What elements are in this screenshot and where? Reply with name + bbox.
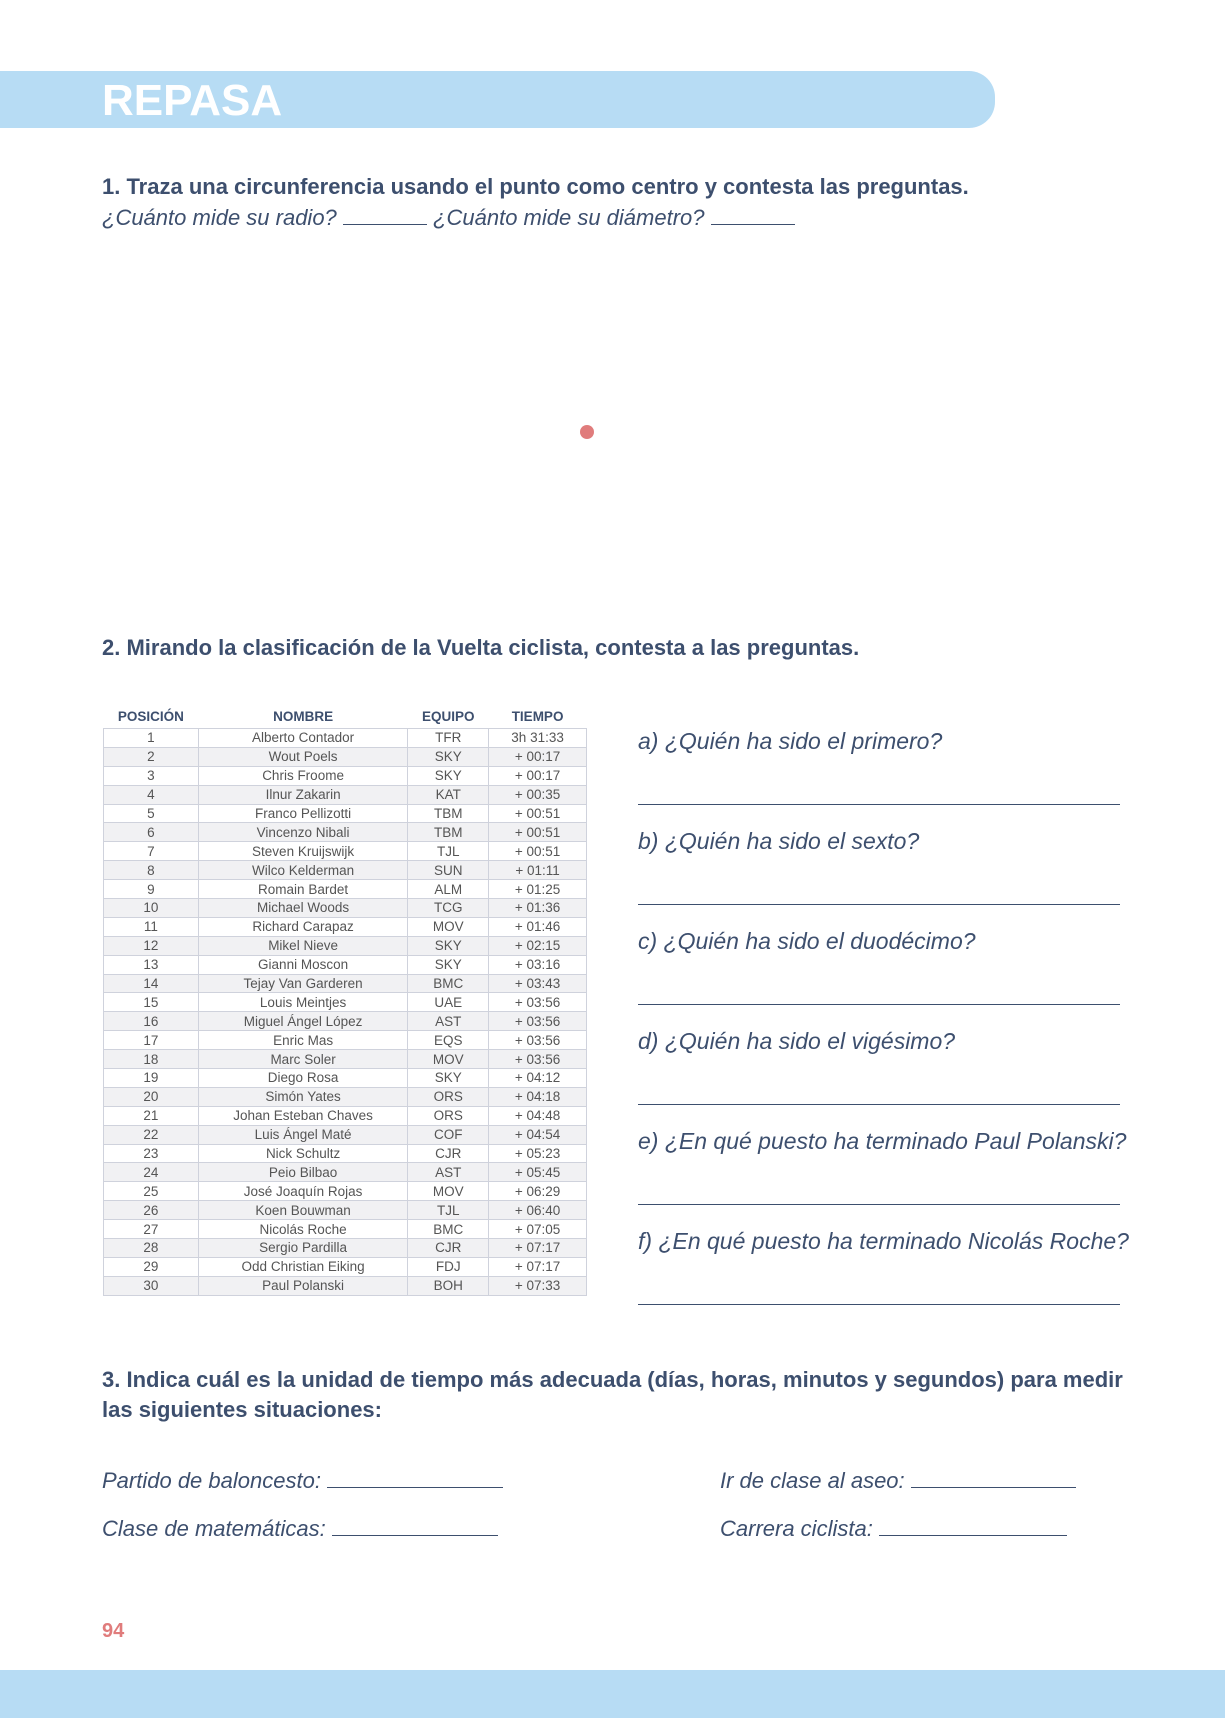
table-row [104,1257,587,1276]
diameter-question: ¿Cuánto mide su diámetro? [433,205,705,230]
cell-time: + 03:56 [489,1050,587,1069]
answer-blank[interactable] [911,1469,1076,1488]
cell-position: 9 [104,880,199,899]
item-basketball [102,1468,503,1494]
cell-team: FDJ [408,1257,489,1276]
table-row [104,766,587,785]
cell-position: 7 [104,842,199,861]
answer-line[interactable] [638,1204,1120,1205]
cell-name: Marc Soler [198,1050,407,1069]
question-f: f) ¿En qué puesto ha terminado Nicolás Roche? [638,1228,1129,1254]
cell-name: Simón Yates [198,1087,407,1106]
exercise3-title-line2: las siguientes situaciones: [102,1397,382,1422]
cell-time: + 01:25 [489,880,587,899]
cell-name: Nicolás Roche [198,1220,407,1239]
cell-team: ALM [408,880,489,899]
cell-time: + 07:05 [489,1220,587,1239]
cell-team: CJR [408,1144,489,1163]
cell-time: + 00:17 [489,766,587,785]
cell-time: + 07:17 [489,1239,587,1258]
cell-team: TBM [408,804,489,823]
cell-time: + 00:51 [489,804,587,823]
answer-line[interactable] [638,1104,1120,1105]
cell-name: José Joaquín Rojas [198,1182,407,1201]
cell-time: + 06:29 [489,1182,587,1201]
cell-team: MOV [408,917,489,936]
footer-banner [0,1670,1225,1718]
diameter-answer-blank[interactable] [711,206,795,225]
cell-position: 14 [104,974,199,993]
cell-time: + 03:56 [489,993,587,1012]
cell-position: 13 [104,955,199,974]
question-b: b) ¿Quién ha sido el sexto? [638,828,920,854]
cell-time: + 04:18 [489,1087,587,1106]
cell-name: Luis Ángel Maté [198,1125,407,1144]
item-label: Carrera ciclista: [720,1516,873,1541]
item-cycling-race [720,1516,1067,1542]
radius-answer-blank[interactable] [343,206,427,225]
cell-position: 20 [104,1087,199,1106]
classification-table [103,704,587,1296]
cell-position: 4 [104,785,199,804]
cell-position: 8 [104,861,199,880]
cell-position: 26 [104,1201,199,1220]
cell-name: Alberto Contador [198,729,407,748]
table-row [104,842,587,861]
cell-team: COF [408,1125,489,1144]
table-row [104,899,587,918]
cell-name: Gianni Moscon [198,955,407,974]
cell-time: + 07:33 [489,1276,587,1295]
cell-team: SKY [408,747,489,766]
table-row [104,1182,587,1201]
cell-time: + 04:12 [489,1069,587,1088]
cell-time: + 01:11 [489,861,587,880]
cell-name: Koen Bouwman [198,1201,407,1220]
exercise1-title: 1. Traza una circunferencia usando el punto como centro y contesta las preguntas. [102,174,969,199]
cell-time: + 05:45 [489,1163,587,1182]
table-row [104,785,587,804]
cell-team: TJL [408,1201,489,1220]
cell-position: 28 [104,1239,199,1258]
cell-time: + 00:51 [489,842,587,861]
cell-team: MOV [408,1050,489,1069]
cell-time: + 04:48 [489,1106,587,1125]
cell-name: Miguel Ángel López [198,1012,407,1031]
cell-name: Wilco Kelderman [198,861,407,880]
cell-team: KAT [408,785,489,804]
cell-time: + 00:17 [489,747,587,766]
cell-time: 3h 31:33 [489,729,587,748]
table-row [104,823,587,842]
cell-position: 6 [104,823,199,842]
cell-team: TJL [408,842,489,861]
cell-name: Odd Christian Eiking [198,1257,407,1276]
table-row [104,1125,587,1144]
cell-time: + 00:35 [489,785,587,804]
table-row [104,955,587,974]
cell-team: BMC [408,974,489,993]
exercise3-title-line1: 3. Indica cuál es la unidad de tiempo más adecuada (días, horas, minutos y segundos) para medir [102,1367,1123,1392]
cell-time: + 03:56 [489,1012,587,1031]
table-row [104,1050,587,1069]
exercise2-title: 2. Mirando la clasificación de la Vuelta ciclista, contesta a las preguntas. [102,635,860,660]
answer-blank[interactable] [332,1517,498,1536]
cell-name: Steven Kruijswijk [198,842,407,861]
center-point [580,425,594,439]
table-row [104,1144,587,1163]
cell-name: Tejay Van Garderen [198,974,407,993]
cell-time: + 05:23 [489,1144,587,1163]
cell-team: TFR [408,729,489,748]
cell-team: AST [408,1163,489,1182]
cell-team: BOH [408,1276,489,1295]
table-row [104,993,587,1012]
cell-name: Johan Esteban Chaves [198,1106,407,1125]
cell-time: + 06:40 [489,1201,587,1220]
header-team: EQUIPO [421,708,475,724]
cell-name: Diego Rosa [198,1069,407,1088]
page-number: 94 [102,1620,125,1642]
cell-name: Romain Bardet [198,880,407,899]
question-e: e) ¿En qué puesto ha terminado Paul Polanski? [638,1128,1127,1154]
question-d: d) ¿Quién ha sido el vigésimo? [638,1028,956,1054]
cell-time: + 03:56 [489,1031,587,1050]
cell-position: 27 [104,1220,199,1239]
cell-position: 17 [104,1031,199,1050]
cell-position: 18 [104,1050,199,1069]
table-row [104,880,587,899]
cell-team: SKY [408,766,489,785]
cell-team: SKY [408,1069,489,1088]
cell-time: + 01:36 [489,899,587,918]
cell-team: TBM [408,823,489,842]
cell-position: 1 [104,729,199,748]
cell-team: SKY [408,936,489,955]
cell-team: ORS [408,1087,489,1106]
cell-name: Franco Pellizotti [198,804,407,823]
cell-name: Ilnur Zakarin [198,785,407,804]
cell-name: Paul Polanski [198,1276,407,1295]
cell-team: BMC [408,1220,489,1239]
answer-blank[interactable] [879,1517,1067,1536]
item-bathroom [720,1468,1076,1494]
cell-position: 25 [104,1182,199,1201]
cell-position: 24 [104,1163,199,1182]
answer-line[interactable] [638,904,1120,905]
question-c: c) ¿Quién ha sido el duodécimo? [638,928,976,954]
cell-position: 30 [104,1276,199,1295]
radius-question: ¿Cuánto mide su radio? [102,205,337,230]
table-row [104,1163,587,1182]
cell-team: ORS [408,1106,489,1125]
section-title: REPASA [102,76,283,125]
table-row [104,1239,587,1258]
table-header-row [104,704,587,729]
cell-position: 10 [104,899,199,918]
question-a: a) ¿Quién ha sido el primero? [638,728,943,754]
cell-position: 11 [104,917,199,936]
cell-team: AST [408,1012,489,1031]
cell-team: MOV [408,1182,489,1201]
table-row [104,1087,587,1106]
cell-time: + 02:15 [489,936,587,955]
cell-position: 12 [104,936,199,955]
item-label: Partido de baloncesto: [102,1468,321,1493]
exercise1-questions [102,205,795,231]
table-row [104,1069,587,1088]
cell-name: Mikel Nieve [198,936,407,955]
cell-time: + 00:51 [489,823,587,842]
item-math-class [102,1516,498,1542]
cell-time: + 04:54 [489,1125,587,1144]
cell-position: 2 [104,747,199,766]
item-label: Ir de clase al aseo: [720,1468,905,1493]
table-row [104,1220,587,1239]
cell-name: Louis Meintjes [198,993,407,1012]
cell-name: Sergio Pardilla [198,1239,407,1258]
table-row [104,974,587,993]
answer-line[interactable] [638,804,1120,805]
header-name: NOMBRE [273,708,334,724]
cell-name: Peio Bilbao [198,1163,407,1182]
cell-team: SUN [408,861,489,880]
table-row [104,747,587,766]
cell-time: + 03:43 [489,974,587,993]
cell-team: SKY [408,955,489,974]
answer-blank[interactable] [327,1469,503,1488]
cell-time: + 07:17 [489,1257,587,1276]
table-row [104,804,587,823]
cell-name: Michael Woods [198,899,407,918]
cell-name: Enric Mas [198,1031,407,1050]
cell-time: + 03:16 [489,955,587,974]
table-row [104,1201,587,1220]
table-row [104,1031,587,1050]
header-position: POSICIÓN [117,708,184,724]
cell-team: EQS [408,1031,489,1050]
cell-position: 21 [104,1106,199,1125]
cell-name: Richard Carapaz [198,917,407,936]
cell-position: 23 [104,1144,199,1163]
table-row [104,936,587,955]
cell-name: Chris Froome [198,766,407,785]
cell-position: 16 [104,1012,199,1031]
cell-position: 15 [104,993,199,1012]
cell-team: CJR [408,1239,489,1258]
table-row [104,917,587,936]
table-row [104,729,587,748]
cell-position: 5 [104,804,199,823]
cell-time: + 01:46 [489,917,587,936]
cell-position: 19 [104,1069,199,1088]
table-row [104,1106,587,1125]
table-row [104,1276,587,1295]
cell-position: 29 [104,1257,199,1276]
answer-line[interactable] [638,1304,1120,1305]
cell-team: UAE [408,993,489,1012]
cell-name: Wout Poels [198,747,407,766]
answer-line[interactable] [638,1004,1120,1005]
cell-name: Vincenzo Nibali [198,823,407,842]
cell-team: TCG [408,899,489,918]
item-label: Clase de matemáticas: [102,1516,326,1541]
table-row [104,1012,587,1031]
cell-name: Nick Schultz [198,1144,407,1163]
table-row [104,861,587,880]
cell-position: 3 [104,766,199,785]
header-time: TIEMPO [511,708,564,724]
cell-position: 22 [104,1125,199,1144]
